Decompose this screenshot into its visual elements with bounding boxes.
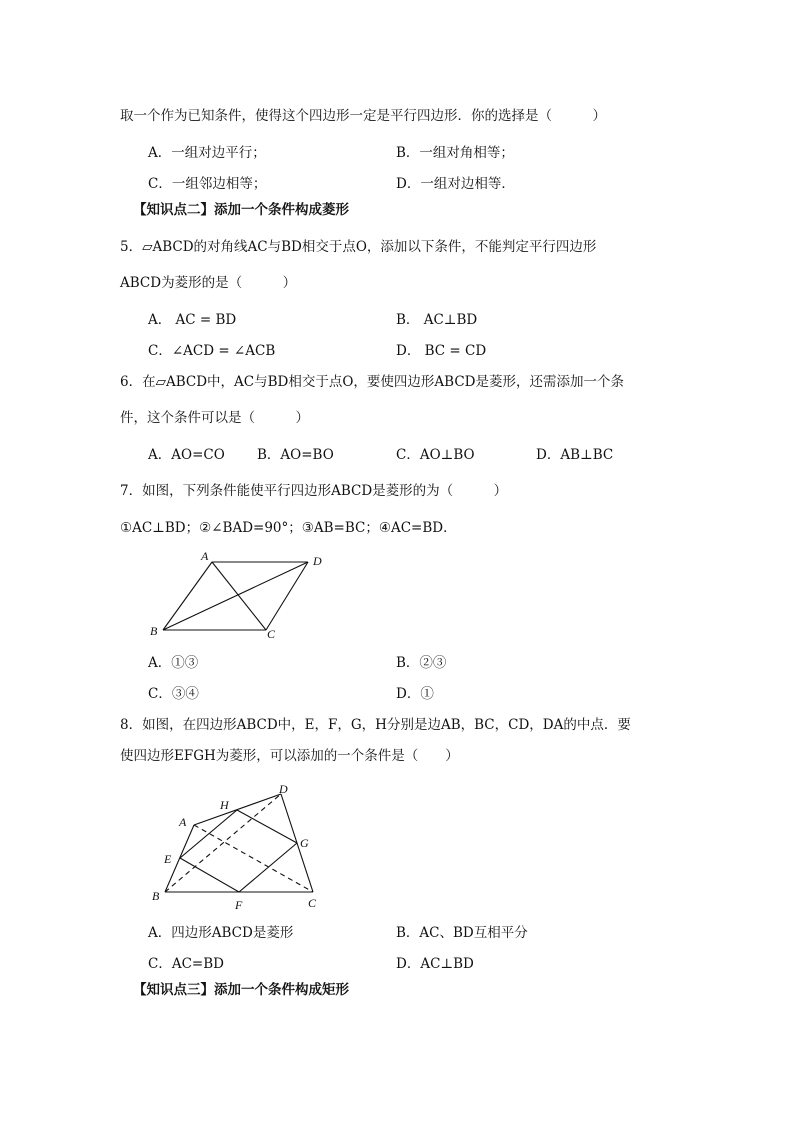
q8-option-a: A．四边形ABCD是菱形 [148,925,294,941]
q6-option-c: C．AO⊥BO [396,447,475,463]
q8-option-d: D．AC⊥BD [396,956,474,972]
q5-option-b: B． AC⊥BD [396,312,478,328]
fig1-label-a: A [201,549,209,563]
q4-option-c: C．一组邻边相等； [148,176,267,192]
q5-stem-line2: ABCD为菱形的是（ ） [120,275,297,291]
fig2-diagonal-ac [194,825,313,892]
q7-option-c: C．③④ [148,686,199,702]
fig2-side-ef [180,858,239,892]
q6-option-a: A．AO=CO [148,447,225,463]
q7-parallelogram-figure [140,545,340,645]
q7-option-b: B．②③ [396,655,447,671]
q4-option-d: D．一组对边相等． [396,176,515,192]
q7-option-a: A．①③ [148,655,199,671]
q6-stem-line1: 6．在▱ABCD中，AC与BD相交于点O，要使四边形ABCD是菱形，还需添加一个条 [120,374,625,390]
intro-line: 取一个作为已知条件，使得这个四边形一定是平行四边形．你的选择是（ ） [120,108,606,124]
q5-option-a: A． AC = BD [148,312,237,328]
q5-stem-line1: 5．▱ABCD的对角线AC与BD相交于点O，添加以下条件，不能判定平行四边形 [120,239,597,255]
fig1-label-b: B [150,624,158,638]
q7-option-d: D．① [396,686,434,702]
fig2-label-b: B [152,889,160,903]
fig2-label-f: F [235,898,243,912]
fig2-side-fg [239,843,297,892]
q8-quadrilateral-figure [140,775,340,915]
fig1-label-c: C [267,627,276,641]
q6-option-b: B．AO=BO [257,447,334,463]
fig2-label-g: G [300,836,309,850]
q8-stem-line2: 使四边形EFGH为菱形，可以添加的一个条件是（ ） [120,748,459,764]
fig2-label-e: E [164,852,172,866]
fig1-diagonal-ac [212,562,266,630]
q7-conditions: ①AC⊥BD；②∠BAD=90°；③AB=BC；④AC=BD． [120,520,457,536]
q5-option-c: C．∠ACD = ∠ACB [148,343,276,359]
q4-option-b: B．一组对角相等； [396,145,514,161]
fig2-label-d: D [279,782,288,796]
q6-stem-line2: 件，这个条件可以是（ ） [120,410,309,426]
q6-option-d: D．AB⊥BC [536,447,614,463]
fig2-label-a: A [179,815,187,829]
q8-option-c: C．AC=BD [148,956,224,972]
q5-option-d: D． BC = CD [396,343,487,359]
fig2-label-h: H [220,798,229,812]
fig1-side-ab [163,562,212,630]
q8-option-b: B．AC、BD互相平分 [396,925,528,941]
fig2-side-he [180,810,237,858]
fig2-label-c: C [308,896,317,910]
q4-option-a: A．一组对边平行； [148,145,266,161]
section-heading-2: 【知识点二】添加一个条件构成菱形 [133,202,349,218]
q8-stem-line1: 8．如图，在四边形ABCD中，E，F，G，H分别是边AB，BC，CD，DA的中点．要 [120,717,631,733]
fig1-diagonal-bd [163,562,308,630]
q7-stem-line1: 7．如图，下列条件能使平行四边形ABCD是菱形的为（ ） [120,483,508,499]
fig2-side-da [194,794,281,825]
section-heading-3: 【知识点三】添加一个条件构成矩形 [133,982,349,998]
fig1-label-d: D [313,554,322,568]
